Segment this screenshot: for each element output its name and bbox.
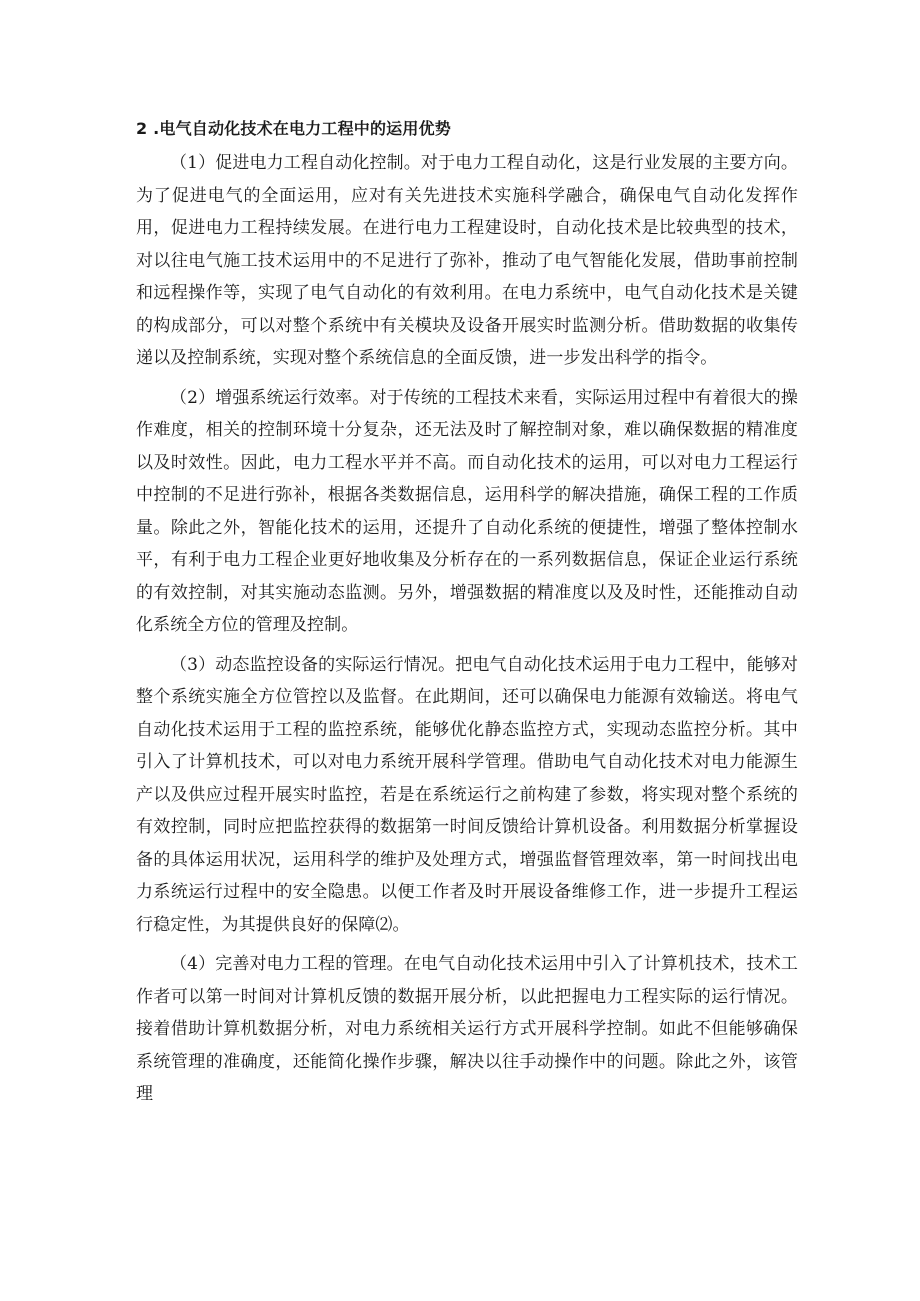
section-heading: 2 .电气自动化技术在电力工程中的运用优势 [136,119,451,138]
paragraph-3: （3）动态监控设备的实际运行情况。把电气自动化技术运用于电力工程中，能够对整个系统实施全方位管控以及监督。在此期间，还可以确保电力能源有效输送。将电气自动化技术运用于工程的监控系统，能够优化静态监控方式，实现动态监控分析。其中引入了计算机技术，可以对电力系统开展科学管理。借助电气自动化技术对电力能源生产以及供应过程开展实时监控，若是在系统运行之前构建了参数，将实现对整个系统的有效控制，同时应把监控获得的数据第一时间反馈给计算机设备。利用数据分析掌握设备的具体运用状况，运用科学的维护及处理方式，增强监督管理效率，第一时间找出电力系统运行过程中的安全隐患。以便工作者及时开展设备维修工作，进一步提升工程运行稳定性，为其提供良好的保障⑵。 [136,654,798,935]
paragraph-4: （4）完善对电力工程的管理。在电气自动化技术运用中引入了计算机技术，技术工作者可以第一时间对计算机反馈的数据开展分析，以此把握电力工程实际的运行情况。接着借助计算机数据分析，对电力系统相关运行方式开展科学控制。如此不但能够确保系统管理的准确度，还能简化操作步骤，解决以往手动操作中的问题。除此之外，该管理 [136,954,798,1104]
paragraph-1: （1）促进电力工程自动化控制。对于电力工程自动化，这是行业发展的主要方向。为了促进电气的全面运用，应对有关先进技术实施科学融合，确保电气自动化发挥作用，促进电力工程持续发展。在进行电力工程建设时，自动化技术是比较典型的技术，对以往电气施工技术运用中的不足进行了弥补，推动了电气智能化发展，借助事前控制和远程操作等，实现了电气自动化的有效利用。在电力系统中，电气自动化技术是关键的构成部分，可以对整个系统中有关模块及设备开展实时监测分析。借助数据的收集传递以及控制系统，实现对整个系统信息的全面反馈，进一步发出科学的指令。 [136,153,798,368]
paragraph-2: （2）增强系统运行效率。对于传统的工程技术来看，实际运用过程中有着很大的操作难度，相关的控制环境十分复杂，还无法及时了解控制对象，难以确保数据的精准度以及时效性。因此，电力工程水平并不高。而自动化技术的运用，可以对电力工程运行中控制的不足进行弥补，根据各类数据信息，运用科学的解决措施，确保工程的工作质量。除此之外，智能化技术的运用，还提升了自动化系统的便捷性，增强了整体控制水平，有利于电力工程企业更好地收集及分析存在的一系列数据信息，保证企业运行系统的有效控制，对其实施动态监测。另外，增强数据的精准度以及及时性，还能推动自动化系统全方位的管理及控制。 [136,387,798,635]
document-page [136,114,798,1118]
